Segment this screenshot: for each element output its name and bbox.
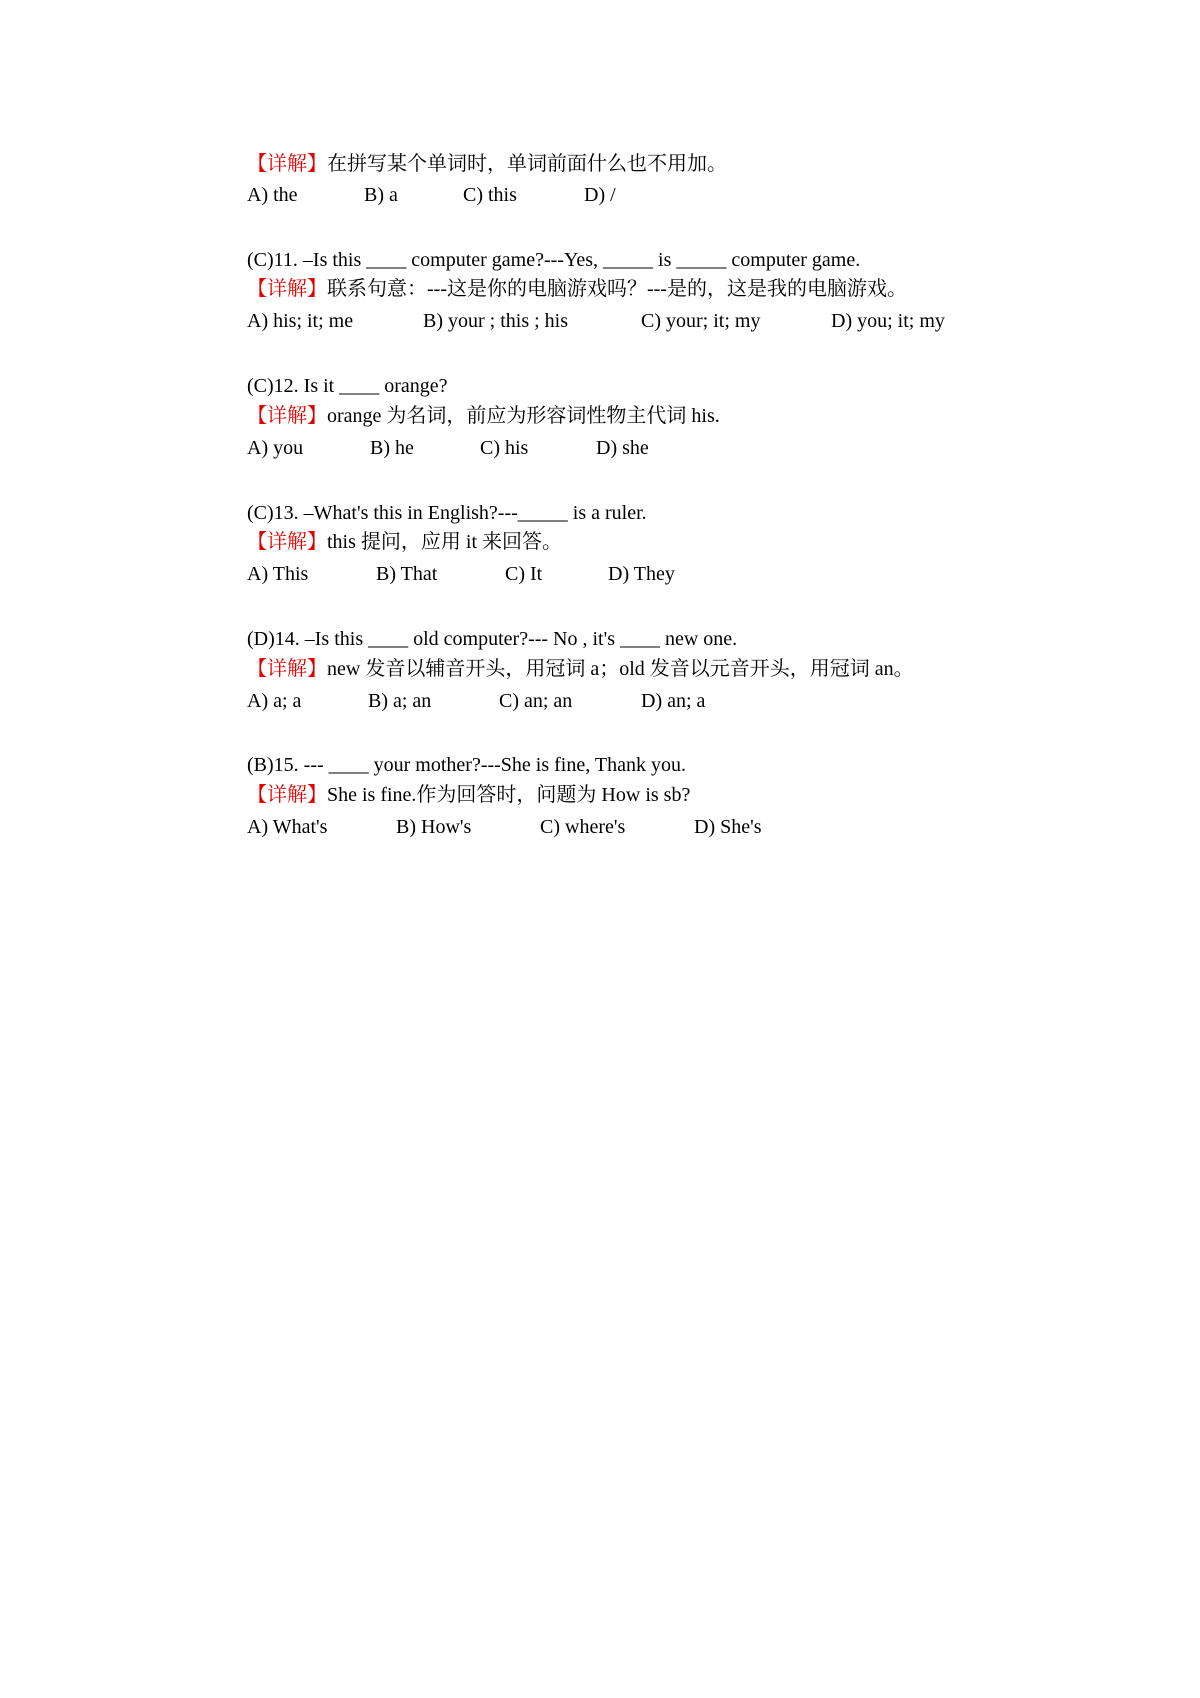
option-d: D) an; a	[641, 690, 706, 712]
option-b: B) a; an	[368, 690, 432, 712]
explanation-text: She is fine.作为回答时，问题为 How is sb?	[327, 784, 691, 806]
option-a: A) a; a	[247, 690, 302, 712]
option-a: A) What's	[247, 816, 328, 838]
explanation-tag: 【详解】	[247, 405, 327, 427]
option-c: C) his	[480, 437, 529, 459]
explanation-text: 在拼写某个单词时，单词前面什么也不用加。	[327, 153, 727, 175]
option-d: D) They	[608, 563, 675, 585]
explanation-line	[247, 528, 562, 556]
question-line: (B)15. --- ____ your mother?---She is fine, Thank you.	[247, 754, 686, 776]
explanation-line	[247, 150, 727, 178]
explanation-tag: 【详解】	[247, 784, 327, 806]
question-line: (D)14. –Is this ____ old computer?--- No , it's ____ new one.	[247, 628, 738, 650]
option-b: B) a	[364, 184, 398, 206]
explanation-tag: 【详解】	[247, 531, 327, 553]
explanation-line	[247, 402, 720, 430]
option-b: B) he	[370, 437, 414, 459]
explanation-line	[247, 781, 690, 809]
option-d: D) She's	[694, 816, 762, 838]
option-d: D) /	[584, 184, 616, 206]
option-b: B) your ; this ; his	[423, 310, 569, 332]
option-c: C) an; an	[499, 690, 573, 712]
explanation-text: 联系句意：---这是你的电脑游戏吗？---是的，这是我的电脑游戏。	[327, 278, 907, 300]
option-a: A) the	[247, 184, 298, 206]
option-c: C) where's	[540, 816, 626, 838]
option-c: C) this	[463, 184, 517, 206]
explanation-text: orange 为名词，前应为形容词性物主代词 his.	[327, 405, 720, 427]
explanation-text: new 发音以辅音开头，用冠词 a；old 发音以元音开头，用冠词 an。	[327, 658, 914, 680]
option-c: C) It	[505, 563, 543, 585]
question-line: (C)13. –What's this in English?---_____ is a ruler.	[247, 502, 647, 524]
explanation-tag: 【详解】	[247, 153, 327, 175]
option-d: D) you; it; my	[831, 310, 945, 332]
explanation-line	[247, 655, 914, 683]
option-a: A) This	[247, 563, 309, 585]
option-c: C) your; it; my	[641, 310, 761, 332]
explanation-line	[247, 275, 907, 303]
option-a: A) his; it; me	[247, 310, 354, 332]
explanation-tag: 【详解】	[247, 658, 327, 680]
option-b: B) That	[376, 563, 438, 585]
question-line: (C)11. –Is this ____ computer game?---Yes, _____ is _____ computer game.	[247, 249, 861, 271]
explanation-tag: 【详解】	[247, 278, 327, 300]
option-d: D) she	[596, 437, 649, 459]
option-a: A) you	[247, 437, 304, 459]
explanation-text: this 提问，应用 it 来回答。	[327, 531, 563, 553]
question-line: (C)12. Is it ____ orange?	[247, 375, 448, 397]
option-b: B) How's	[396, 816, 472, 838]
